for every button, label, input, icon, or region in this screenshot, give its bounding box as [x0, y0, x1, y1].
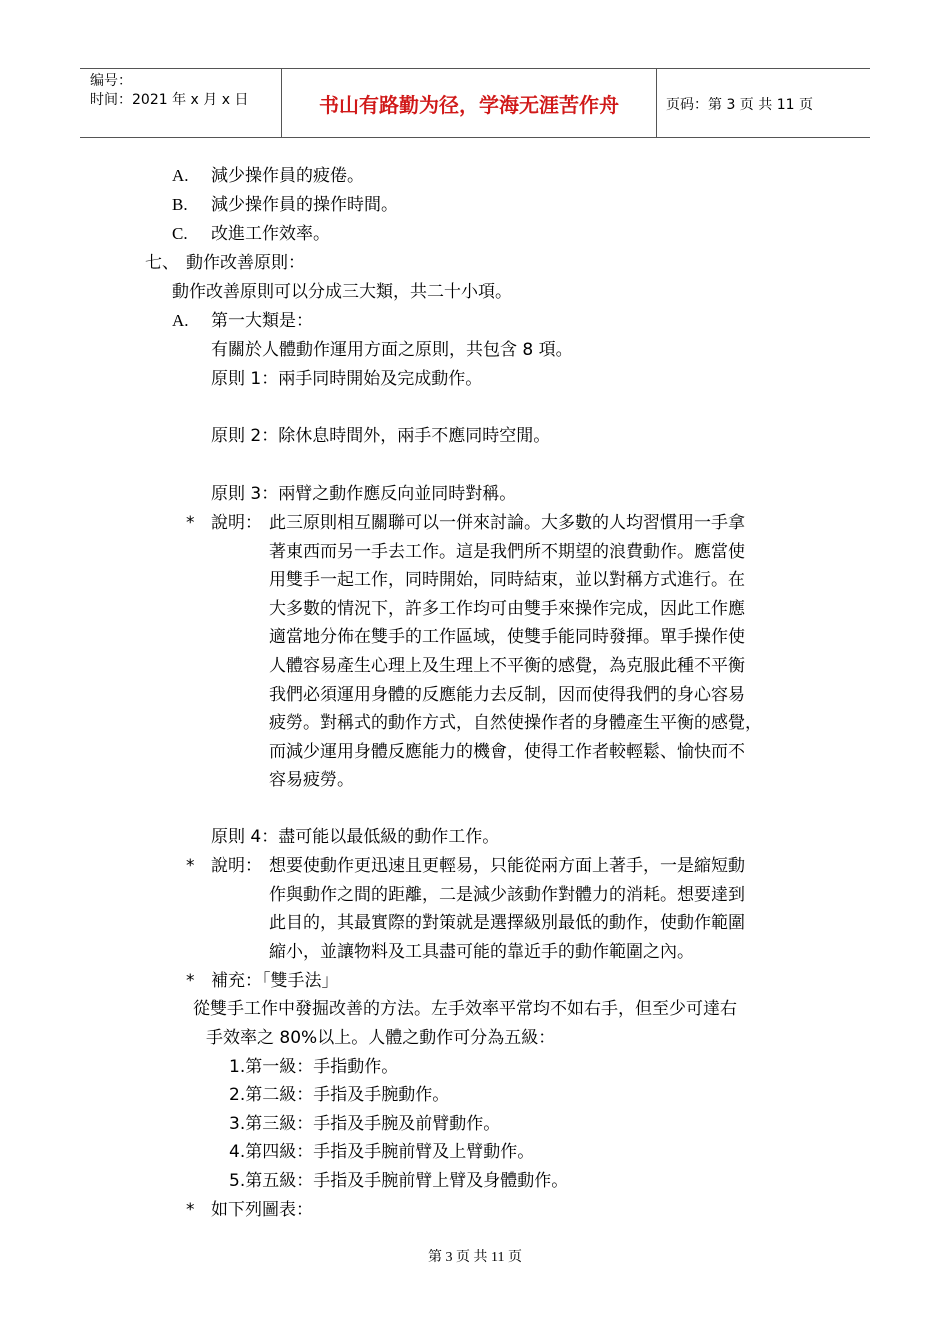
header-motto: 书山有路勤为径，学海无涯苦作舟: [319, 93, 619, 117]
note-line: 容易疲勞。: [269, 770, 354, 790]
level-item: 2.第二級：手指及手腕動作。: [229, 1085, 450, 1105]
supplement-line: 從雙手工作中發掘改善的方法。左手效率平常均不如右手，但至少可達右: [193, 999, 737, 1019]
list-marker: A.: [172, 311, 189, 330]
list-item: 減少操作員的操作時間。: [211, 195, 398, 215]
principle-2: 原則 2：除休息時間外，兩手不應同時空閒。: [211, 426, 551, 446]
chart-note: 如下列圖表：: [211, 1200, 313, 1220]
page-footer: 第 3 页 共 11 页: [428, 1250, 522, 1265]
section-intro: 動作改善原則可以分成三大類，共二十小項。: [172, 282, 512, 302]
list-item: 減少操作員的疲倦。: [211, 166, 364, 186]
section-number: 七、: [145, 253, 179, 273]
page-header: [80, 68, 870, 138]
note-line: 想要使動作更迅速且更輕易，只能從兩方面上著手，一是縮短動: [269, 856, 745, 876]
note-line: 作與動作之間的距離，二是減少該動作對體力的消耗。想要達到: [269, 885, 745, 905]
level-item: 4.第四級：手指及手腕前臂及上臂動作。: [229, 1142, 535, 1162]
note-line: 縮小，並讓物料及工具盡可能的靠近手的動作範圍之內。: [269, 942, 694, 962]
supplement-line: 手效率之 80%以上。人體之動作可分為五級：: [206, 1028, 556, 1048]
document-number-label: 编号：: [90, 73, 132, 89]
class-title: 第一大類是：: [211, 311, 313, 331]
level-item: 5.第五級：手指及手腕前臂上臂及身體動作。: [229, 1171, 569, 1191]
list-marker: C.: [172, 224, 188, 243]
list-marker: B.: [172, 195, 188, 214]
note-line: 此目的，其最實際的對策就是選擇級別最低的動作，使動作範圍: [269, 913, 745, 933]
principle-3: 原則 3：兩臂之動作應反向並同時對稱。: [211, 484, 517, 504]
level-item: 1.第一級：手指動作。: [229, 1057, 399, 1077]
note-line: 我們必須運用身體的反應能力去反制，因而使得我們的身心容易: [269, 685, 745, 705]
note-line: 大多數的情況下，許多工作均可由雙手來操作完成，因此工作應: [269, 599, 745, 619]
note-line: 適當地分佈在雙手的工作區域，使雙手能同時發揮。單手操作使: [269, 627, 745, 647]
chart-note-asterisk: *: [186, 1200, 195, 1220]
note-line: 此三原則相互關聯可以一併來討論。大多數的人均習慣用一手拿: [269, 513, 745, 533]
note-line: 人體容易產生心理上及生理上不平衡的感覺，為克服此種不平衡: [269, 656, 745, 676]
supplement-title: 補充：「雙手法」: [211, 971, 339, 991]
document-date: 时间：2021 年 x 月 x 日: [90, 92, 249, 108]
list-marker: A.: [172, 166, 189, 185]
section-title: 動作改善原則：: [186, 253, 305, 273]
note-asterisk: *: [186, 513, 195, 533]
note-line: 著東西而另一手去工作。這是我們所不期望的浪費動作。應當使: [269, 542, 745, 562]
list-item: 改進工作效率。: [211, 224, 330, 244]
note-line: 用雙手一起工作，同時開始，同時結束，並以對稱方式進行。在: [269, 570, 745, 590]
note-line: 而減少運用身體反應能力的機會，使得工作者較輕鬆、愉快而不: [269, 742, 745, 762]
note-line: 疲勞。對稱式的動作方式，自然使操作者的身體產生平衡的感覺，: [269, 713, 762, 733]
note-asterisk: *: [186, 856, 195, 876]
class-description: 有關於人體動作運用方面之原則，共包含 8 項。: [211, 340, 573, 360]
note-label: 說明：: [211, 856, 262, 876]
note-label: 說明：: [211, 513, 262, 533]
principle-4: 原則 4：盡可能以最低級的動作工作。: [211, 827, 500, 847]
header-divider: [656, 69, 657, 137]
supplement-asterisk: *: [186, 971, 195, 991]
principle-1: 原則 1：兩手同時開始及完成動作。: [211, 369, 483, 389]
header-page-info: 页码：第 3 页 共 11 页: [666, 97, 813, 113]
level-item: 3.第三級：手指及手腕及前臂動作。: [229, 1114, 501, 1134]
